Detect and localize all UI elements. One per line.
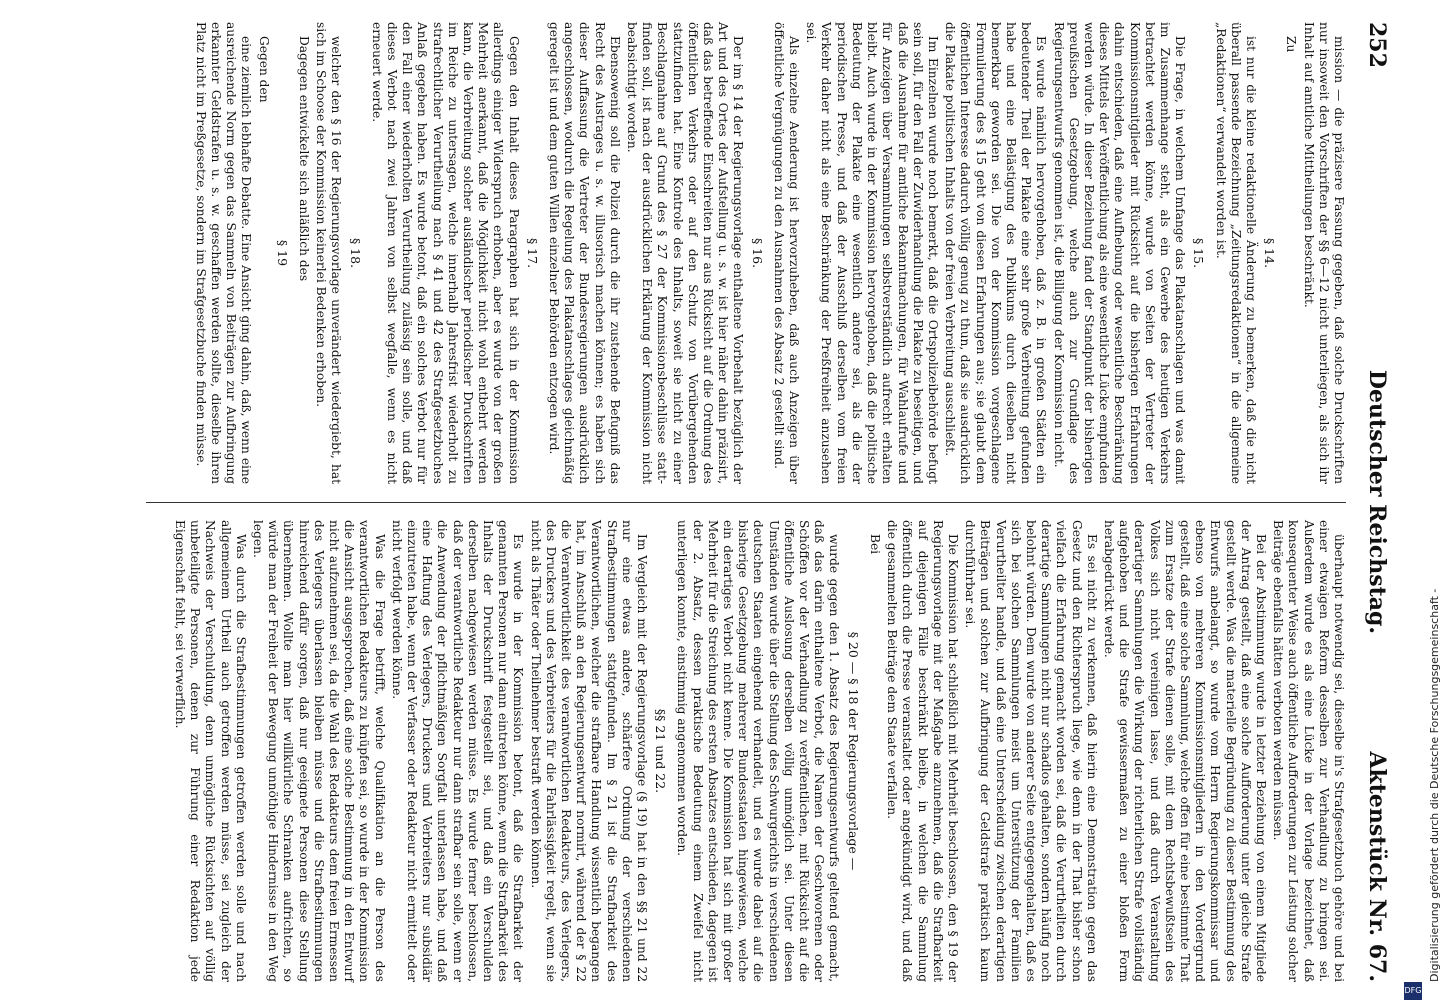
section-heading: § 16. <box>749 237 765 269</box>
paragraph: Es wurde nämlich hervorgehoben, daß z. B. in großen Städten ein bedeutender Theil der Plakate eine sehr große Verbreitung gefunden habe und eine Belästigung des Publikums durch dieselben nicht bemerkbar geworden sei. Die von der Kommission vorgeschlagene Formulierung des § 15 geht von diesen Erfahrungen aus; sie glaubt dem öffentlichen Interesse dadurch völlig genug zu thun, daß sie ausdrücklich die Plakate politischen Inhalts von der freien Verbreitung ausschließt. <box>943 22 1049 484</box>
paragraph: Es sei nicht zu verkennen, daß hierin eine Demonstration gegen das Gesetz und den Richterspruch liege, wie denn in der That bisher schon vielfach die Erfahrung gemacht worden sei, daß die Verurtheilten durch derartige Sammlungen nicht nur schadlos gehalten, sondern häufig noch belohnt würden. Dem wurde von anderer Seite entgegengehalten, daß es sich bei solchen Sammlungen meist um Unterstützung der Familien Verurtheilter handle, und daß eine Unterscheidung zwischen derartigen Beiträgen und solchen zur Aufbringung der Geldstrafe praktisch kaum durchführbar sei. <box>963 520 1099 982</box>
document-number: Aktenstück Nr. 67. <box>1364 751 1390 982</box>
paragraph: Zu <box>1284 36 1299 53</box>
paragraph: Es wurde in der Kommission betont, daß die Strafbarkeit der genannten Personen nur dann eintreten könne, wenn die Strafbarkeit des Inhalts der Druckschrift festgestellt sei, und daß ein Verschulden derselben nachgewiesen werden müsse. Es wurde ferner beschlossen, daß der verantwortliche Redakteur nur dann strafbar sein solle, wenn er die Anwendung der pflichtmäßigen Sorgfalt unterlassen habe, und daß eine Haftung des Verlegers, Druckers und Verbreiters nur subsidiär einzutreten habe, wenn der Verfasser oder Redakteur nicht ermittelt oder nicht verfolgt werden könne. <box>389 520 526 982</box>
paragraph: Was durch die Strafbestimmungen getroffen werden solle und nach allgemeinem Urtheil auch getroffen werden müsse, sei zugleich der Nachweis der Verschuldung, denn unmögliche Rücksichten auf völlig unbeteiligte Personen, denen zur Führung einer Redaktion jede Eigenschaft fehlt, sei verwerflich. <box>172 520 248 982</box>
section-heading: § 19 <box>274 239 290 267</box>
paragraph: Ebensowenig soll die Polizei durch die ihr zustehende Befugniß das Recht des Austrages u. s. w. illusorisch machen können; es haben sich dieser Auffassung die Vertreter der Bundesregierungen ausdrücklich angeschlossen, wodurch die Regelung des Plakatanschlages gleichmäßig geregelt ist und dem guten Willen einzelner Behörden entzogen wird. <box>547 22 622 484</box>
paragraph: Der im § 14 der Regierungsvorlage enthaltene Vorbehalt bezüglich der Art und des Ortes der Aufstellung u. s. w. ist hier näher dahin präzisirt, daß das betreffende Einschreiten nur aus Rücksicht auf die Ordnung des öffentlichen Verkehrs oder auf den Schutz von Vorübergehenden stattzufinden hat. Eine Kontrole des Inhalts, soweit sie nicht zu einer Beschlagnahme auf Grund des § 27 der Kommissionsbeschlüsse stattfinden soll, ist nach der ausdrücklichen Erklärung der Kommission nicht beabsichtigt worden. <box>625 22 746 484</box>
paragraph: Bei der Abstimmung wurde in letzter Beziehung von einem Mitgliede der Antrag gestellt, daß eine solche Aufforderung unter gleiche Strafe gestellt werde. Was die materielle Begründung zu dieser Bestimmung des Entwurfs anbelangt, so wurde vom Herrn Regierungskommissar und ebenso von mehreren Kommissionsmitgliedern in den Vordergrund gestellt, daß eine solche Sammlung, welche offen für eine bestimmte That zum Ersatze der Strafe dienen solle, mit dem Rechtsbewußtsein des Volkes sich nicht vereinigen lasse, und daß durch Veranstaltung derartiger Sammlungen die Wirkung der richterlichen Strafe vollständig aufgehoben und die Strafe gewissermaßen zu einer bloßen Form herabgedrückt werde. <box>1101 520 1268 982</box>
paragraph: Im Einzelnen wurde noch bemerkt, daß die Ortspolizeibehörde befugt sein soll, für den Fall der Zuwiderhandlung die Plakate zu beseitigen, und daß die Ausnahme für amtliche Bekanntmachungen, für Wahlaufrufe und für Anzeigen über Versammlungen selbstverständlich aufrecht erhalten bleibt. Auch wurde in der Kommission hervorgehoben, daß die politische Bedeutung der Plakate eine wesentlich andere sei, als die der periodischen Presse, und daß der Ausschluß derselben vom freien Verkehr daher nicht als eine Beschränkung der Preßfreiheit anzusehen sei. <box>804 22 940 484</box>
running-title: Deutscher Reichstag. <box>1364 369 1390 635</box>
page-header <box>1352 22 1396 982</box>
paragraph: eine ziemlich lebhafte Debatte. Eine Ansicht ging dahin, daß, wenn eine ausreichende Norm gegen das Sammeln von Beiträgen zur Aufbringung erkannter Geldstrafen u. s. w. geschaffen werden sollte, dieselbe ihren Platz nicht im Preßgesetze, sondern im Strafgesetzbuche finden müsse. <box>193 22 254 484</box>
digitization-footer <box>1402 10 1441 995</box>
section-heading: § 15. <box>1191 237 1207 269</box>
paragraph: Gegen den Inhalt dieses Paragraphen hat sich in der Kommission allerdings einiger Widerspruch erhoben, aber es wurde von der großen Mehrheit anerkannt, daß die Möglichkeit nicht wohl entbehrt werden kann, die Verbreitung solcher ausländischer periodischer Druckschriften im Reiche zu untersagen, welche innerhalb Jahresfrist wiederholt zu strafrechtlicher Verurtheilung nach § 41 und 42 des Strafgesetzbuches Anlaß gegeben haben. Es wurde betont, daß ein solches Verbot nur für den Fall einer wiederholten Verurtheilung zulässig sein solle, und daß dieses Verbot nach zwei Jahren von selbst wegfalle, wenn es nicht erneuert werde. <box>369 22 521 484</box>
paragraph: Im Vergleich mit der Regierungsvorlage (§ 19) hat in den §§ 21 und 22 nur eine etwas andere, schärfere Ordnung der verschiedenen Strafbestimmungen stattgefunden. Im § 21 ist die Strafbarkeit des Verantwortlichen, welcher die strafbare Handlung wissentlich begangen hat, im Anschluß an den Regierungsentwurf normirt, während der § 22 die Verantwortlichkeit des verantwortlichen Redakteurs, des Verlegers, des Druckers und des Verbreiters für die Fahrlässigkeit regelt, wenn sie nicht als Thäter oder Theilnehmer bestraft werden können. <box>528 520 650 982</box>
page-number: 252 <box>1364 22 1390 68</box>
dfg-logo: DFG <box>1404 982 1422 1000</box>
paragraph: Die Frage, in welchem Umfange das Plakatanschlagen und was damit im Zusammenhange steht, als ein Gewerbe des heutigen Verkehrs betrachtet werden könne, wurde von Seiten der Vertreter der Kommissionsmitglieder mit Rücksicht auf die bisherigen Erfahrungen dahin entschieden, daß eine Aufhebung oder wesentliche Beschränkung dieses Mittels der Veröffentlichung als eine wesentliche Lücke empfunden werden würde. In dieser Beziehung fand der Standpunkt der bisherigen preußischen Gesetzgebung, welche auch zur Grundlage des Regierungsentwurfs genommen ist, die Billigung der Kommission nicht. <box>1051 22 1188 484</box>
paragraph: ist nur die kleine redaktionelle Änderung zu bemerken, daß die nicht überall passende Bezeichnung „Zeitungsredaktionen“ in die allgemeine „Redaktionen“ verwandelt worden ist. <box>1213 22 1258 484</box>
section-heading: § 14. <box>1262 237 1278 269</box>
paragraph: Als einzelne Aenderung ist hervorzuheben, daß auch Anzeigen über öffentliche Vergnügungen zu den Ausnahmen des Absatz 2 gestellt sind. <box>771 22 802 484</box>
rotated-page <box>116 22 1396 982</box>
paragraph: mission — die präzisere Fassung gegeben, daß solche Druckschriften nur insoweit den Vorschriften der §§ 6—12 nicht unterliegen, als sich ihr Inhalt auf amtliche Mittheilungen beschränkt. <box>1301 22 1346 484</box>
paragraph: wurde gegen den 1. Absatz des Regierungsentwurfs geltend gemacht, daß das darin enthaltene Verbot, die Namen der Geschworenen oder Schöffen vor der Verhandlung zu veröffentlichen, mit Rücksicht auf die öffentliche Auslosung derselben völlig unmöglich sei. Unter diesen Umständen wurde über die Stellung des Schwurgerichts in verschiedenen deutschen Staaten eingehend verhandelt, und es wurde dabei auf die bisherige Gesetzgebung mehrerer Bundesstaaten hingewiesen, welche ein derartiges Verbot nicht kenne. Die Kommission hat sich mit großer Mehrheit für die Streichung des ersten Absatzes entschieden, dagegen ist der 2. Absatz, dessen praktische Bedeutung einem Zweifel nicht unterliegen konnte, einstimmig angenommen worden. <box>675 520 842 982</box>
paragraph: Die Kommission hat schließlich mit Mehrheit beschlossen, den § 19 der Regierungsvorlage mit der Maßgabe anzunehmen, daß die Strafbarkeit auf diejenigen Fälle beschränkt bleibe, in welchen die Sammlung öffentlich durch die Presse veranstaltet oder angekündigt wird, und daß die gesammelten Beiträge dem Staate verfallen. <box>885 520 960 982</box>
paragraph: überhaupt notwendig sei, dieselbe in's Strafgesetzbuch gehöre und bei einer etwaigen Reform desselben zur Verhandlung zu bringen sei. Außerdem wurde es als eine Lücke in der Vorlage bezeichnet, daß konsequenter Weise auch öffentliche Aufforderungen zur Leistung solcher Beiträge ebenfalls hätten verboten werden müssen. <box>1271 520 1346 982</box>
right-text-column <box>126 520 1346 982</box>
paragraph: Bei <box>867 534 882 555</box>
paragraph: welcher den § 16 der Regierungsvorlage unverändert wiedergiebt, hat sich im Schoose der Kommission keinerlei Bedenken erhoben. <box>314 22 344 484</box>
paragraph: Dagegen entwickelte sich anläßlich des <box>297 36 311 282</box>
section-heading: §§ 21 und 22. <box>653 708 669 794</box>
section-heading: § 18. <box>347 237 363 269</box>
section-heading: § 17. <box>524 237 540 269</box>
section-heading: § 20 — § 18 der Regierungsvorlage — <box>845 631 861 871</box>
left-text-column <box>126 22 1346 484</box>
column-divider <box>146 502 1346 503</box>
paragraph: Was die Frage betrifft, welche Qualifikation an die Person des verantwortlichen Redakteurs zu knüpfen sei, so wurde in der Kommission die Ansicht ausgesprochen, daß eine solche Bestimmung in den Entwurf nicht aufzunehmen sei, da die Wahl des Redakteurs dem freien Ermessen des Verlegers überlassen bleiben müsse und die Strafbestimmungen hinreichend dafür sorgen, daß nur geeignete Personen diese Stellung übernehmen. Wollte man hier willkürliche Schranken aufrichten, so würde man der Freiheit der Bewegung unnöthige Hindernisse in den Weg legen. <box>250 520 387 982</box>
paragraph: Gegen den <box>256 36 271 103</box>
funding-notice: Digitalisierung gefördert durch die Deutsche Forschungsgemeinschaft - <box>1428 588 1441 982</box>
